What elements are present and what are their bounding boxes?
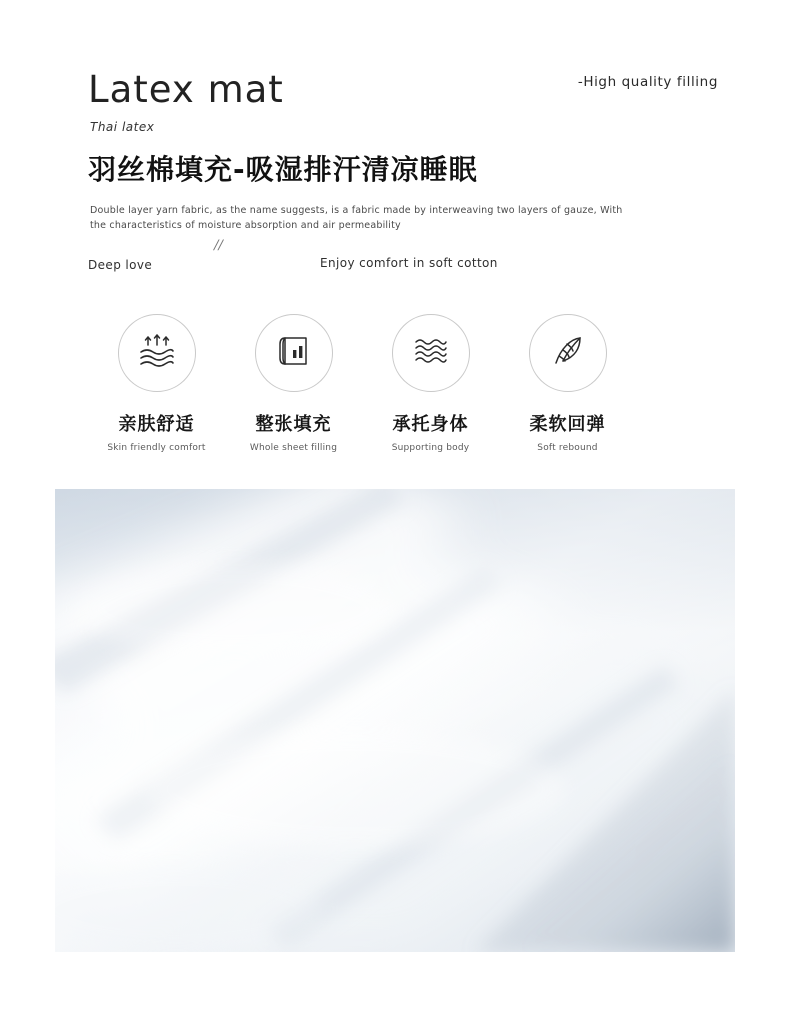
feature-icon-circle — [529, 314, 607, 392]
feature-item — [225, 314, 362, 453]
feature-item — [88, 314, 225, 453]
page-title: Latex mat — [88, 68, 284, 111]
rolled-sheet-icon — [273, 330, 315, 377]
feature-label-en: Soft rebound — [537, 443, 598, 453]
feature-label-cn: 柔软回弹 — [529, 414, 606, 435]
feature-icon-circle — [118, 314, 196, 392]
feature-icon-circle — [255, 314, 333, 392]
headline-chinese: 羽丝棉填充-吸湿排汗清凉睡眠 — [88, 153, 478, 186]
description-text: Double layer yarn fabric, as the name suggests, is a fabric made by interweaving two layers of gauze, With the characteristics of moisture absorption and air permeability — [90, 205, 623, 231]
feature-label-cn: 亲肤舒适 — [118, 414, 195, 435]
fabric-photo-svg — [55, 489, 735, 952]
feature-label-cn: 整张填充 — [255, 414, 332, 435]
tag-deep-love: Deep love — [88, 258, 153, 272]
breathable-waves-icon — [135, 330, 179, 377]
feature-item — [499, 314, 636, 453]
wave-lines-icon — [409, 331, 453, 376]
page-subtitle: Thai latex — [90, 120, 155, 134]
fabric-texture-photo — [55, 489, 735, 952]
feature-row — [88, 314, 708, 453]
slash-divider: // — [212, 238, 225, 253]
feature-label-en: Supporting body — [391, 443, 470, 453]
feature-label-en: Skin friendly comfort — [107, 443, 206, 453]
feature-item — [362, 314, 499, 453]
tag-enjoy-comfort: Enjoy comfort in soft cotton — [320, 256, 498, 270]
feather-icon — [547, 330, 589, 377]
feature-label-cn: 承托身体 — [392, 414, 469, 435]
feature-label-en: Whole sheet filling — [249, 443, 338, 453]
header-tagline: -High quality filling — [577, 74, 718, 90]
feature-icon-circle — [392, 314, 470, 392]
